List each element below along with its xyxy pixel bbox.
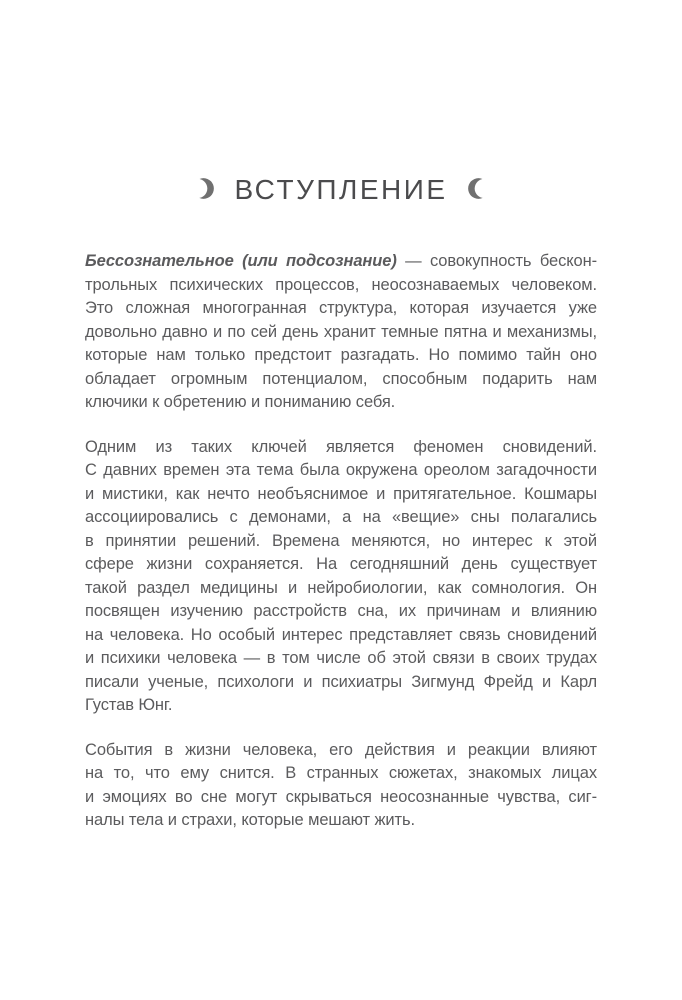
text-line: которые нам только предстоит разгадать. Но помимо тайн оно xyxy=(85,346,597,364)
text-line: и мистики, как нечто необъяснимое и притягательное. Кошмары xyxy=(85,484,597,503)
crescent-moon-right-icon xyxy=(467,177,490,205)
text-line: События в жизни человека, его действия и реакции влияют xyxy=(85,740,597,759)
text-line: ключики к обретению и пониманию себя. xyxy=(85,393,396,411)
text-line: на то, что ему снится. В странных сюжетах, знакомых лицах xyxy=(85,764,597,782)
text-line: Одним из таких ключей является феномен сновидений. xyxy=(85,437,597,456)
text-line: ассоциировались с демонами, а на «вещие» сны полагались xyxy=(85,508,597,526)
text-line: писали ученые, психологи и психиатры Зигмунд Фрейд и Карл xyxy=(85,672,597,691)
text-line: сфере жизни сохраняется. На сегодняшний день существует xyxy=(85,555,597,573)
text-line: довольно давно и по сей день хранит темные пятна и механизмы, xyxy=(85,322,597,341)
text-line: Это сложная многогранная структура, которая изучается уже xyxy=(85,299,597,317)
text-line: посвящен изучению расстройств сна, их причинам и влиянию xyxy=(85,602,597,620)
text-line: в принятии решений. Времена меняются, но интерес к этой xyxy=(85,531,597,550)
chapter-heading xyxy=(0,176,682,204)
text-line: С давних времен эта тема была окружена ореолом загадочности xyxy=(85,461,597,479)
text-line: Бессознательное (или подсознание) — совокупность бескон- xyxy=(85,252,597,270)
text-line: налы тела и страхи, которые мешают жить. xyxy=(85,811,415,829)
body-text xyxy=(85,250,597,854)
crescent-moon-left-icon xyxy=(192,177,215,205)
lead-phrase: Бессознательное (или подсознание) xyxy=(85,252,397,270)
text-line: такой раздел медицины и нейробиологии, как сомнология. Он xyxy=(85,578,597,597)
text-line: и психики человека — в том числе об этой связи в своих трудах xyxy=(85,649,597,667)
text-line: трольных психических процессов, неосознаваемых человеком. xyxy=(85,275,597,294)
paragraph xyxy=(85,739,597,833)
text-line: Густав Юнг. xyxy=(85,696,173,714)
page-title: ВСТУПЛЕНИЕ xyxy=(234,174,448,205)
paragraph xyxy=(85,250,597,415)
paragraph xyxy=(85,436,597,718)
text-line: на человека. Но особый интерес представляет связь сновидений xyxy=(85,625,597,644)
text-line: и эмоциях во сне могут скрываться неосознанные чувства, сиг- xyxy=(85,787,597,806)
text-line: обладает огромным потенциалом, способным подарить нам xyxy=(85,369,597,388)
